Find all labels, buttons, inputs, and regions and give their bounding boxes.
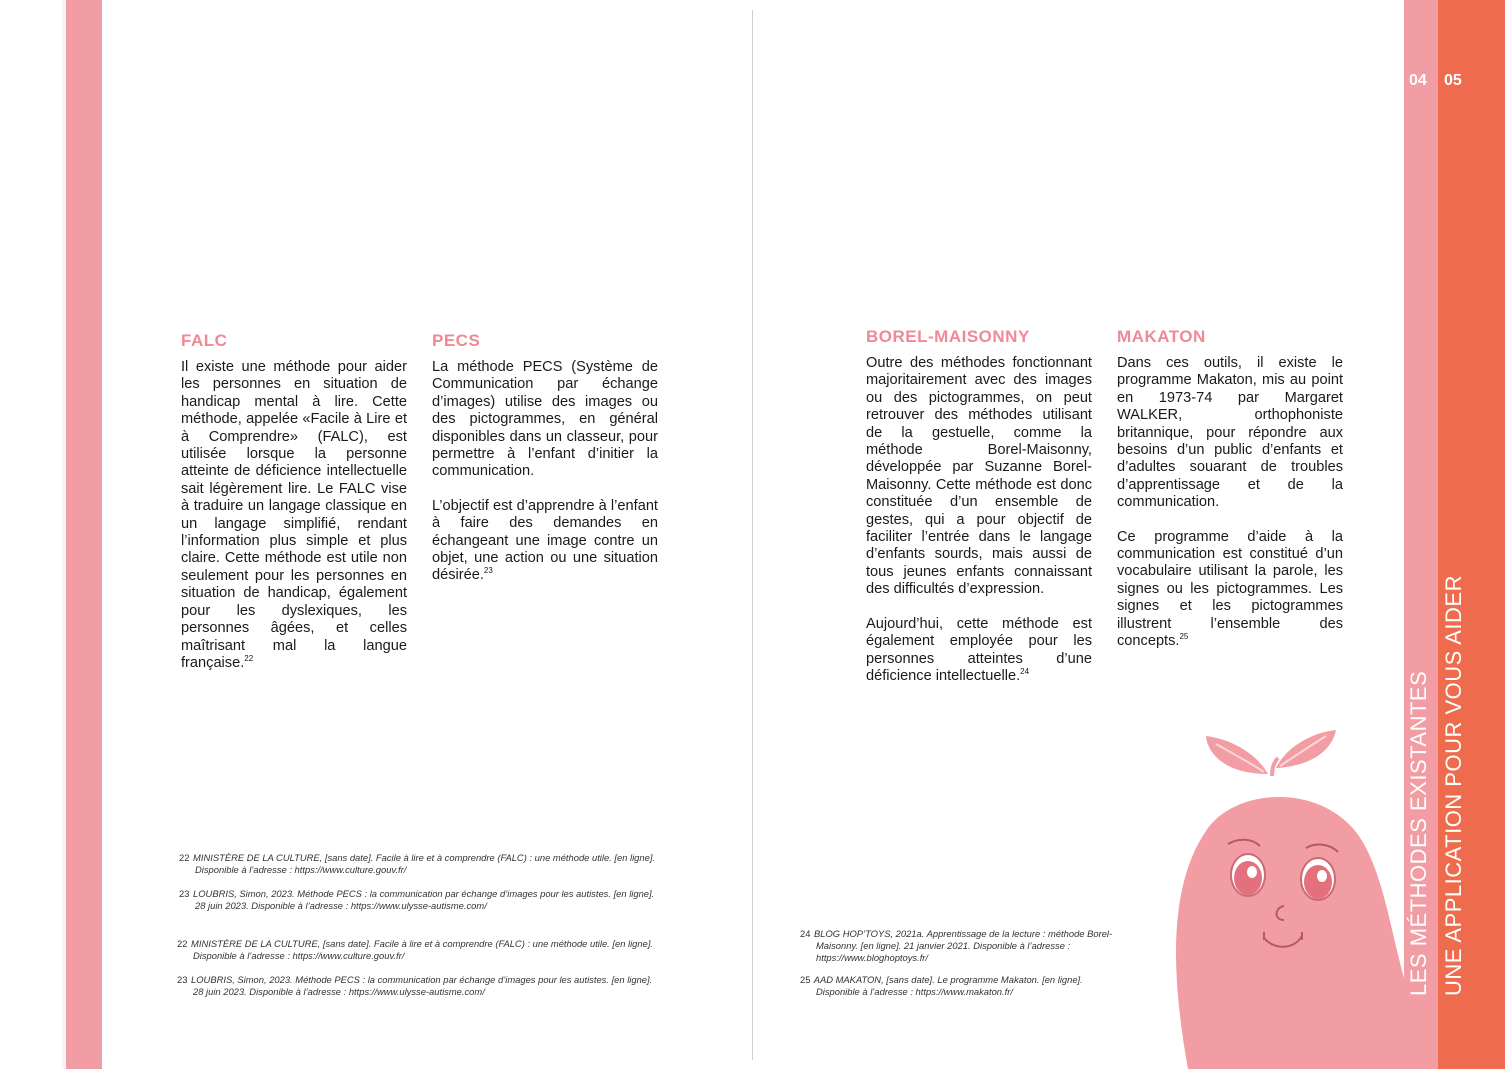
section-paragraph: Il existe une méthode pour aider les personnes en situation de handicap mental à lire. Cette méthode, appelée «Facile à Lire et à Comprendre» (FALC), est utilisée lorsque la personne atteinte de déficience intellectuelle sait légèrement lire. Le FALC vise à traduire un langage classique en un langage simplifié, rendant l’information plus simple et plus claire. Cette méthode est utile non seulement pour les personnes en situation de handicap, également pour les dyslexiques, les personnes âgées, et celles maîtrisant mal la langue française.$^{22}$ bbox=[181, 359, 407, 671]
footnote-23-b: 23 LOUBRIS, Simon, 2023. Méthode PECS : la communication par échange d’images pour les autistes. [en ligne]. 28 juin 2023. Disponible à l’adresse : https://www.ulysse-autisme.com/ bbox=[177, 974, 653, 997]
footnote-23-a: 23 LOUBRIS, Simon, 2023. Méthode PECS : la communication par échange d’images pour les autistes. [en ligne]. 28 juin 2023. Disponible à l’adresse : https://www.ulysse-autisme.com/ bbox=[179, 888, 655, 911]
section-paragraph: Outre des méthodes fonctionnant majoritairement avec des images ou des pictogrammes, on peut retrouver des méthodes utilisant de la gestuelle, comme la méthode Borel-Maisonny, développée par Suzanne Borel-Maisonny. Cette méthode est donc constituée d’un ensemble de gestes, qui a pour objectif de faciliter l’entrée dans le langage d’enfants sourds, mais aussi de tous jeunes enfants connaissant des difficultés d’expression. bbox=[866, 355, 1092, 598]
section-paragraph: L’objectif est d’apprendre à l’enfant à faire des demandes en échangeant une image contre un objet, une action ou une situation désirée.$^{23}$ bbox=[432, 497, 658, 584]
section-title: MAKATON bbox=[1117, 327, 1206, 346]
section-paragraph: Dans ces outils, il existe le programme Makaton, mis au point en 1973-74 par Margaret WALKER, orthophoniste britannique, pour répondre aux besoins d’un public d’enfants et d’adultes souarant de troubles d’apprentissage et de la communication. bbox=[1117, 355, 1343, 511]
footnote-ref: 22 bbox=[244, 654, 254, 664]
section-title: PECS bbox=[432, 331, 481, 350]
section-makaton bbox=[1117, 327, 1343, 668]
section-pecs bbox=[432, 331, 658, 602]
footnote-22-b: 22 MINISTÈRE DE LA CULTURE, [sans date]. Facile à lire et à comprendre (FALC) : une méthode utile. [en ligne]. Disponible à l’adresse : https://www.culture.gouv.fr/ bbox=[177, 938, 654, 961]
section-title: BOREL-MAISONNY bbox=[866, 327, 1030, 346]
footnote-ref: 23 bbox=[483, 566, 493, 576]
section-paragraph: Aujourd’hui, cette méthode est également employée pour les personnes atteintes d’une déficience intellectuelle.$^{24}$ bbox=[866, 615, 1092, 684]
footnote-25: 25 AAD MAKATON, [sans date]. Le programme Makaton. [en ligne]. Disponible à l’adresse : https://www.makaton.fr/ bbox=[800, 974, 1083, 997]
section-paragraph: La méthode PECS (Système de Communication par échange d’images) utilise des images ou des pictogrammes, en général disponibles dans un classeur, pour permettre à l’enfant d’initier la communication. bbox=[432, 359, 658, 480]
side-title-app: UNE APPLICATION POUR VOUS AIDER bbox=[1441, 575, 1466, 996]
smiling-sprout-blob-mascot-icon bbox=[1168, 728, 1404, 1069]
footnote-ref: 24 bbox=[1020, 667, 1030, 677]
section-falc bbox=[181, 331, 407, 689]
page-number-left: 04 bbox=[1409, 72, 1427, 89]
left-accent-band bbox=[66, 0, 102, 1069]
section-borel-maisonny bbox=[866, 327, 1092, 702]
footnote-ref: 25 bbox=[1179, 632, 1189, 642]
footnote-24: 24 BLOG HOP’TOYS, 2021a. Apprentissage de la lecture : méthode Borel-Maisonny. [en ligne]. 21 janvier 2021. Disponible à l’adresse : https://www.bloghoptoys.fr/ bbox=[800, 928, 1113, 963]
page-number-right: 05 bbox=[1444, 72, 1462, 89]
center-fold-line bbox=[752, 10, 753, 1060]
section-title: FALC bbox=[181, 331, 228, 350]
section-paragraph: Ce programme d’aide à la communication est constitué d’un vocabulaire utilisant la parole, les signes ou les pictogrammes. Les signes et les pictogrammes illustrent l’ensemble des concepts.$^{25}$ bbox=[1117, 528, 1343, 650]
side-title-methods: LES MÉTHODES EXISTANTES bbox=[1406, 670, 1431, 996]
footnote-22-a: 22 MINISTÈRE DE LA CULTURE, [sans date]. Facile à lire et à comprendre (FALC) : une méthode utile. [en ligne]. Disponible à l’adresse : https://www.culture.gouv.fr/ bbox=[179, 852, 656, 875]
